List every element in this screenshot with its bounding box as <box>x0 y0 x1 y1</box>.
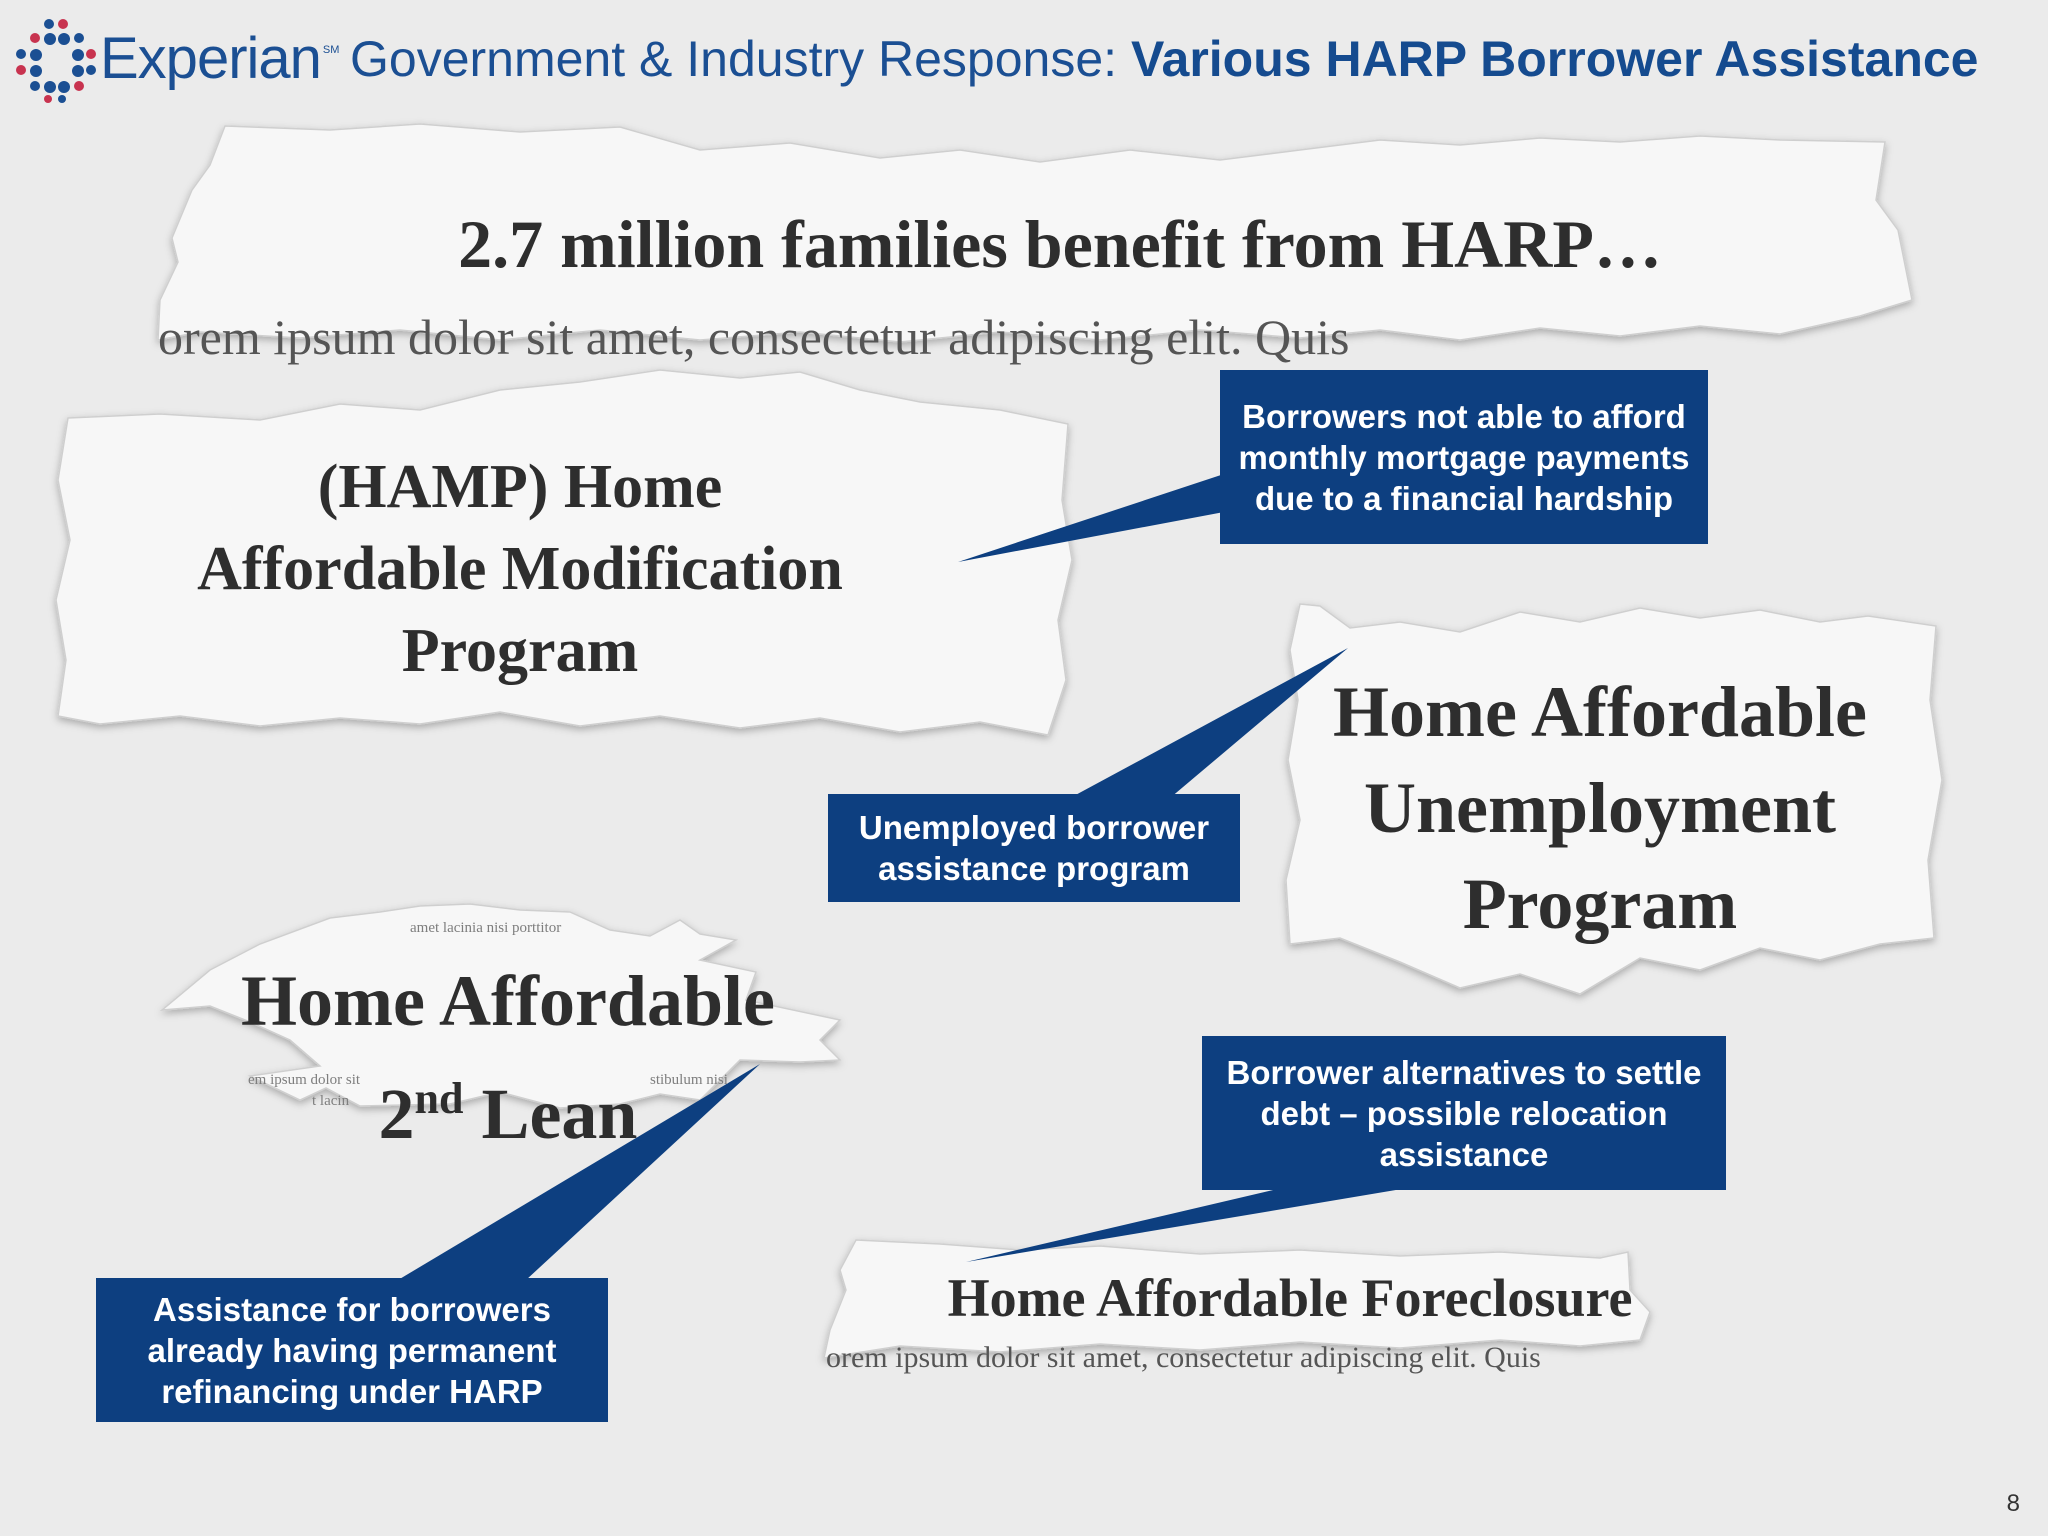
second-lien-snippet-top: amet lacinia nisi porttitor <box>410 920 562 936</box>
headline-snippet: orem ipsum dolor sit amet, consectetur adipiscing elit. Quis <box>158 309 1350 365</box>
hamp-line-1: (HAMP) Home <box>317 453 723 521</box>
second-lien-snippet-right: stibulum nisi <box>650 1072 728 1088</box>
logo-service-mark: SM <box>322 44 340 56</box>
title-bold: Various HARP Borrower Assistance <box>1130 31 1979 87</box>
second-lien-callout: Assistance for borrowers already having permanent refinancing under HARP <box>96 1278 608 1422</box>
title-regular: Government & Industry Response: <box>350 31 1131 87</box>
foreclosure-snippet: orem ipsum dolor sit amet, consectetur adipiscing elit. Quis <box>826 1341 1541 1374</box>
hamp-line-3: Program <box>401 617 639 685</box>
second-lien-word: Lean <box>463 1074 638 1154</box>
hamp-line-2: Affordable Modification <box>197 535 843 603</box>
foreclosure-title: Home Affordable Foreclosure <box>947 1268 1633 1328</box>
second-lien-snippet-left-2: t lacin <box>312 1093 350 1109</box>
logo-wordmark: Experian <box>100 26 321 91</box>
unemployment-line-3: Program <box>1462 864 1738 944</box>
hamp-title <box>100 446 940 692</box>
second-lien-title <box>168 952 848 1163</box>
page-number: 8 <box>2006 1490 2020 1517</box>
unemployment-line-2: Unemployment <box>1364 768 1836 848</box>
headline-text: 2.7 million families benefit from HARP… <box>458 206 1662 282</box>
foreclosure-callout: Borrower alternatives to settle debt – possible relocation assistance <box>1202 1036 1726 1190</box>
second-lien-superscript: nd <box>414 1074 464 1123</box>
foreclosure-callout-tail <box>966 1186 1420 1262</box>
second-lien-line-1: Home Affordable <box>241 961 775 1041</box>
unemployment-line-1: Home Affordable <box>1333 672 1867 752</box>
hamp-callout: Borrowers not able to afford monthly mortgage payments due to a financial hardship <box>1220 370 1708 544</box>
second-lien-number: 2 <box>378 1074 415 1154</box>
second-lien-line-2 <box>168 1050 848 1163</box>
unemployment-title <box>1290 664 1910 952</box>
unemployment-callout: Unemployed borrower assistance program <box>828 794 1240 902</box>
second-lien-snippet-left: em ipsum dolor sit <box>248 1072 361 1088</box>
